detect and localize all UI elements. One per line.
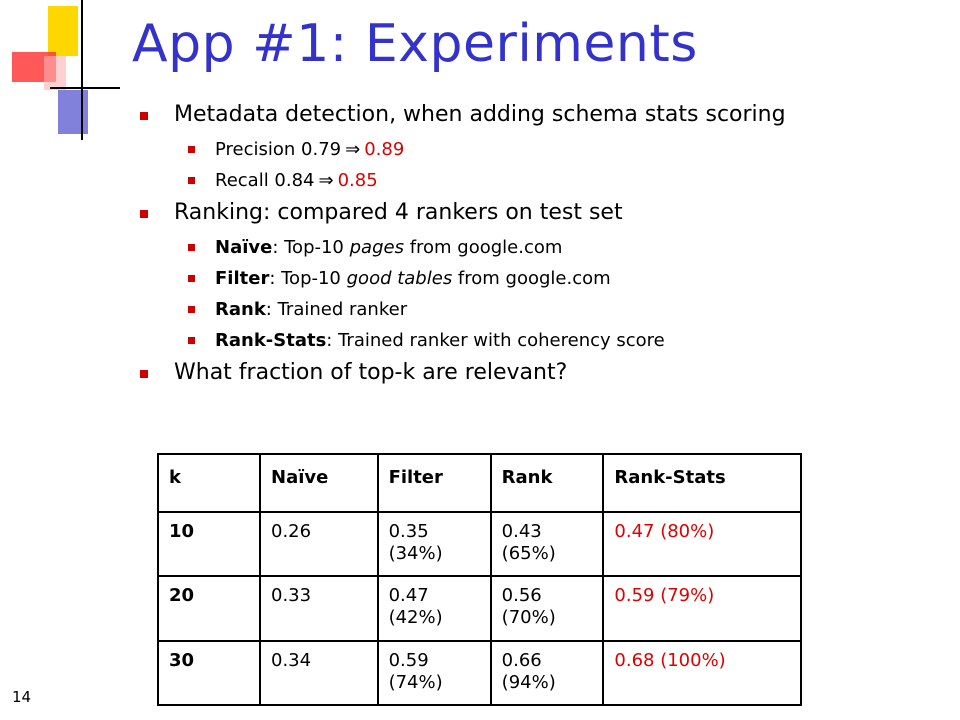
naive-post: from google.com <box>403 237 563 258</box>
table-header-row <box>158 454 801 512</box>
bullet-question-text: What fraction of top-k are relevant? <box>174 360 568 385</box>
header-k: k <box>158 454 260 512</box>
cell-filter <box>378 641 491 705</box>
bullet-question <box>140 356 940 390</box>
rank-percent: (65%) <box>501 543 556 564</box>
cell-k: 20 <box>158 576 260 640</box>
implies-arrow-icon: ⇒ <box>318 170 334 191</box>
rank-name: Rank <box>215 299 266 320</box>
table-row <box>158 576 801 640</box>
header-naive: Naïve <box>260 454 378 512</box>
rank-percent: (94%) <box>501 671 556 693</box>
cell-rankstats: 0.47 (80%) <box>603 512 801 576</box>
cell-k: 30 <box>158 641 260 705</box>
bullet-metadata-text: Metadata detection, when adding schema stats scoring <box>174 102 786 127</box>
bullet-precision <box>140 134 940 165</box>
bullet-list <box>140 98 940 392</box>
bullet-ranking <box>140 196 940 230</box>
rank-value: 0.66 <box>501 649 542 671</box>
filter-post: from google.com <box>452 268 611 289</box>
naive-pre: : Top-10 <box>272 237 350 258</box>
cell-filter <box>378 512 491 576</box>
rank-percent: (70%) <box>501 607 556 629</box>
precision-value: 0.89 <box>364 139 405 160</box>
slide-title: App #1: Experiments <box>132 14 698 74</box>
cell-rankstats: 0.59 (79%) <box>603 576 801 640</box>
rank-desc: : Trained ranker <box>265 299 408 320</box>
cell-rank <box>491 641 604 705</box>
cell-naive: 0.26 <box>260 512 378 576</box>
header-rankstats: Rank-Stats <box>603 454 801 512</box>
rankstats-desc: : Trained ranker with coherency score <box>326 330 665 351</box>
filter-name: Filter <box>215 268 270 289</box>
bullet-metadata <box>140 98 940 132</box>
bullet-ranking-text: Ranking: compared 4 rankers on test set <box>174 200 623 225</box>
cell-rank <box>491 512 604 576</box>
cell-naive: 0.34 <box>260 641 378 705</box>
filter-value: 0.59 <box>388 649 429 671</box>
cell-k: 10 <box>158 512 260 576</box>
table-row <box>158 641 801 705</box>
recall-value: 0.85 <box>337 170 378 191</box>
bullet-rankstats <box>140 325 940 356</box>
filter-value: 0.35 <box>388 521 429 542</box>
filter-em: good tables <box>346 268 453 289</box>
header-filter: Filter <box>378 454 491 512</box>
precision-label: Precision 0.79 <box>215 139 342 160</box>
recall-label: Recall 0.84 <box>215 170 315 191</box>
cell-filter <box>378 576 491 640</box>
slide-logo-graphic <box>0 0 120 140</box>
filter-percent: (34%) <box>388 543 443 564</box>
cell-rank <box>491 576 604 640</box>
bullet-rank <box>140 294 940 325</box>
filter-value: 0.47 <box>388 585 429 607</box>
implies-arrow-icon: ⇒ <box>345 139 361 160</box>
filter-percent: (74%) <box>388 671 443 693</box>
rankstats-name: Rank-Stats <box>215 330 327 351</box>
filter-pre: : Top-10 <box>269 268 347 289</box>
cell-naive: 0.33 <box>260 576 378 640</box>
naive-name: Naïve <box>215 237 273 258</box>
table-row <box>158 512 801 576</box>
results-table <box>157 453 802 706</box>
bullet-filter <box>140 263 940 294</box>
page-number: 14 <box>12 688 32 706</box>
cell-rankstats: 0.68 (100%) <box>603 641 801 705</box>
header-rank: Rank <box>491 454 604 512</box>
naive-em: pages <box>349 237 404 258</box>
rank-value: 0.43 <box>501 521 542 542</box>
bullet-naive <box>140 232 940 263</box>
rank-value: 0.56 <box>501 585 542 607</box>
bullet-recall <box>140 165 940 196</box>
filter-percent: (42%) <box>388 607 443 629</box>
